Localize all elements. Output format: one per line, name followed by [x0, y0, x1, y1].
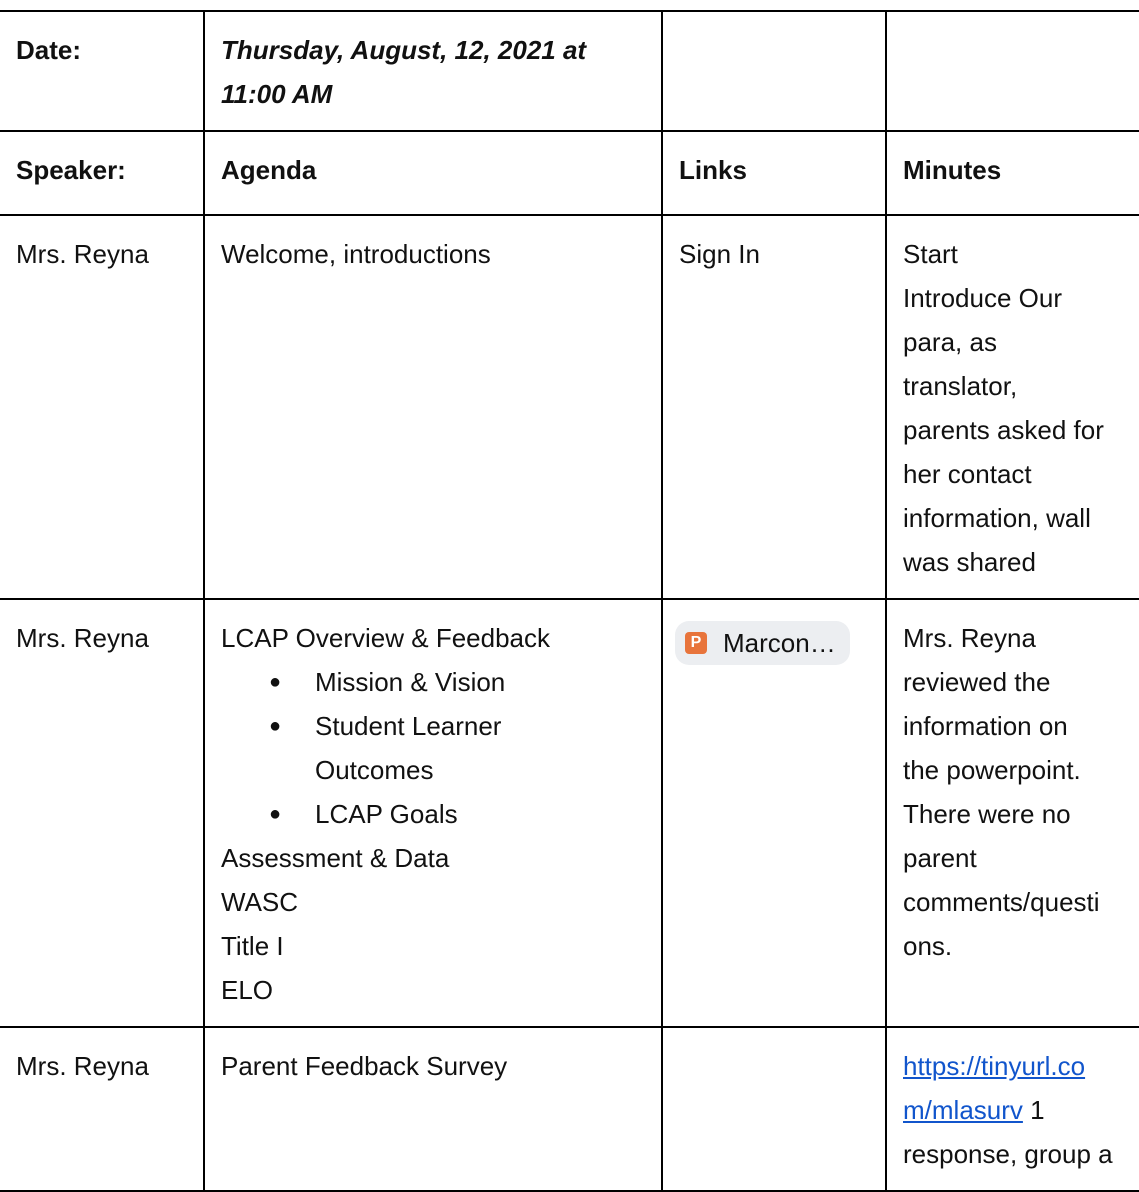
bullet-text: Outcomes [315, 755, 434, 785]
speaker-header: Speaker: [0, 131, 204, 215]
minutes-line: Introduce Our [903, 283, 1062, 313]
minutes-cell [886, 1027, 1139, 1191]
minutes-line: information, wall [903, 503, 1091, 533]
empty-cell [886, 11, 1139, 131]
minutes-header: Minutes [886, 131, 1139, 215]
minutes-line: information on [903, 711, 1068, 741]
bullet-text: Student Learner [315, 711, 502, 741]
minutes-cell [886, 215, 1139, 599]
minutes-line: reviewed the [903, 667, 1051, 697]
file-chip-label: Marcon… [723, 628, 836, 658]
link-cell [662, 215, 886, 599]
meeting-date-line-1: Thursday, August, 12, 2021 at [221, 35, 587, 65]
minutes-cell [886, 599, 1139, 1027]
link-cell [662, 1027, 886, 1191]
bullet-icon: ● [269, 715, 282, 737]
empty-cell [662, 11, 886, 131]
table-row [0, 599, 1139, 1027]
powerpoint-icon: P [685, 632, 707, 654]
agenda-line: ELO [221, 975, 274, 1005]
minutes-line: Mrs. Reyna [903, 623, 1036, 653]
minutes-line: response, group a [903, 1139, 1113, 1169]
bullet-icon: ● [269, 803, 282, 825]
agenda-bullet-list [221, 660, 647, 836]
bullet-item [269, 792, 647, 836]
survey-link[interactable]: m/mlasurv [903, 1095, 1023, 1125]
minutes-line: her contact [903, 459, 1032, 489]
survey-link-line [903, 1088, 1139, 1132]
agenda-cell: Welcome, introductions [204, 215, 662, 599]
minutes-line: There were no [903, 799, 1071, 829]
links-header: Links [662, 131, 886, 215]
speaker-cell: Mrs. Reyna [0, 1027, 204, 1191]
agenda-line: WASC [221, 887, 299, 917]
minutes-line: parent [903, 843, 977, 873]
minutes-line: the powerpoint. [903, 755, 1081, 785]
speaker-cell: Mrs. Reyna [0, 599, 204, 1027]
minutes-line: was shared [903, 547, 1036, 577]
meeting-date-line-2: 11:00 AM [221, 79, 333, 109]
date-row [0, 11, 1139, 131]
agenda-line: Assessment & Data [221, 843, 450, 873]
minutes-line: para, as [903, 327, 997, 357]
meeting-date-cell [204, 11, 662, 131]
minutes-line: parents asked for [903, 415, 1104, 445]
agenda-header: Agenda [204, 131, 662, 215]
file-chip[interactable] [675, 621, 850, 665]
date-label: Date: [0, 11, 204, 131]
minutes-line: translator, [903, 371, 1018, 401]
minutes-line: comments/questi [903, 887, 1100, 917]
agenda-table [0, 10, 1139, 1192]
speaker-cell: Mrs. Reyna [0, 215, 204, 599]
header-row [0, 131, 1139, 215]
agenda-line: Title I [221, 931, 284, 961]
minutes-line: Start [903, 239, 958, 269]
table-row [0, 215, 1139, 599]
minutes-line: ons. [903, 931, 953, 961]
bullet-icon: ● [269, 671, 282, 693]
table-row [0, 1027, 1139, 1191]
bullet-item [269, 704, 647, 792]
survey-link[interactable]: https://tinyurl.co [903, 1051, 1086, 1081]
agenda-cell: Parent Feedback Survey [204, 1027, 662, 1191]
link-cell [662, 599, 886, 1027]
bullet-text: Mission & Vision [315, 667, 506, 697]
survey-link-line [903, 1044, 1139, 1088]
bullet-text: LCAP Goals [315, 799, 458, 829]
bullet-item [269, 660, 647, 704]
minutes-text: 1 [1022, 1095, 1045, 1125]
sign-in-link[interactable]: Sign In [679, 239, 760, 269]
agenda-item-title: LCAP Overview & Feedback [221, 623, 550, 653]
agenda-cell [204, 599, 662, 1027]
